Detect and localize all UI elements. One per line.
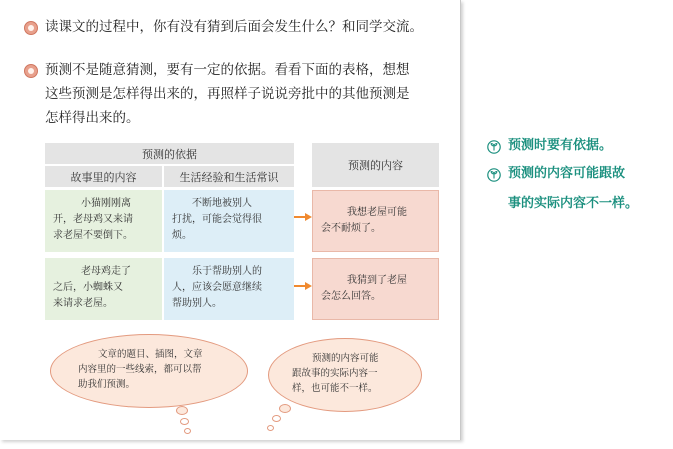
arrow-right-icon	[294, 281, 312, 291]
leaf-bullet-icon	[487, 140, 501, 154]
bullet-icon	[24, 64, 38, 78]
cloud-bubble	[176, 406, 188, 415]
row-1-prediction-cell: 我想老屋可能 会不耐烦了。	[312, 190, 439, 252]
question-2-line-1: 预测不是随意猜测，要有一定的依据。看看下面的表格，想想	[45, 62, 410, 78]
row-1-story-cell: 小猫刚刚离 开，老母鸡又来请 求老屋不要倒下。	[45, 190, 162, 252]
side-note-2-line-2: 事的实际内容不一样。	[508, 196, 639, 211]
question-2-line-3: 怎样得出来的。	[45, 110, 140, 126]
cloud-bubble	[184, 428, 191, 434]
thought-cloud-right-text: 预测的内容可能 跟故事的实际内容一 样，也可能不一样。	[292, 353, 379, 394]
side-note-1: 预测时要有依据。	[508, 138, 613, 153]
bullet-icon	[24, 21, 38, 35]
row-2-life-cell: 乐于帮助别人的 人，应该会愿意继续 帮助别人。	[164, 258, 294, 320]
side-note-2-line-1: 预测的内容可能跟故	[508, 166, 626, 181]
row-2-prediction-cell: 我猜到了老屋 会怎么回答。	[312, 258, 439, 320]
question-1: 读课文的过程中，你有没有猜到后面会发生什么？和同学交流。	[45, 19, 423, 35]
basis-header: 预测的依据	[45, 143, 294, 164]
row-2-story-cell: 老母鸡走了 之后，小蜘蛛又 来请求老屋。	[45, 258, 162, 320]
story-column-header: 故事里的内容	[45, 166, 162, 187]
question-2-line-2: 这些预测是怎样得出来的，再照样子说说旁批中的其他预测是	[45, 86, 410, 102]
cloud-bubble	[272, 415, 281, 422]
thought-cloud-left-text: 文章的题目、插图，文章 内容里的一些线索，都可以帮 助我们预测。	[78, 349, 203, 390]
row-1-life-cell: 不断地被别人 打扰，可能会觉得很 烦。	[164, 190, 294, 252]
leaf-bullet-icon	[487, 168, 501, 182]
cloud-bubble	[279, 404, 291, 413]
cloud-bubble	[267, 425, 274, 431]
arrow-right-icon	[294, 212, 312, 222]
life-column-header: 生活经验和生活常识	[164, 166, 294, 187]
prediction-column-header: 预测的内容	[312, 143, 439, 187]
cloud-bubble	[180, 418, 189, 425]
